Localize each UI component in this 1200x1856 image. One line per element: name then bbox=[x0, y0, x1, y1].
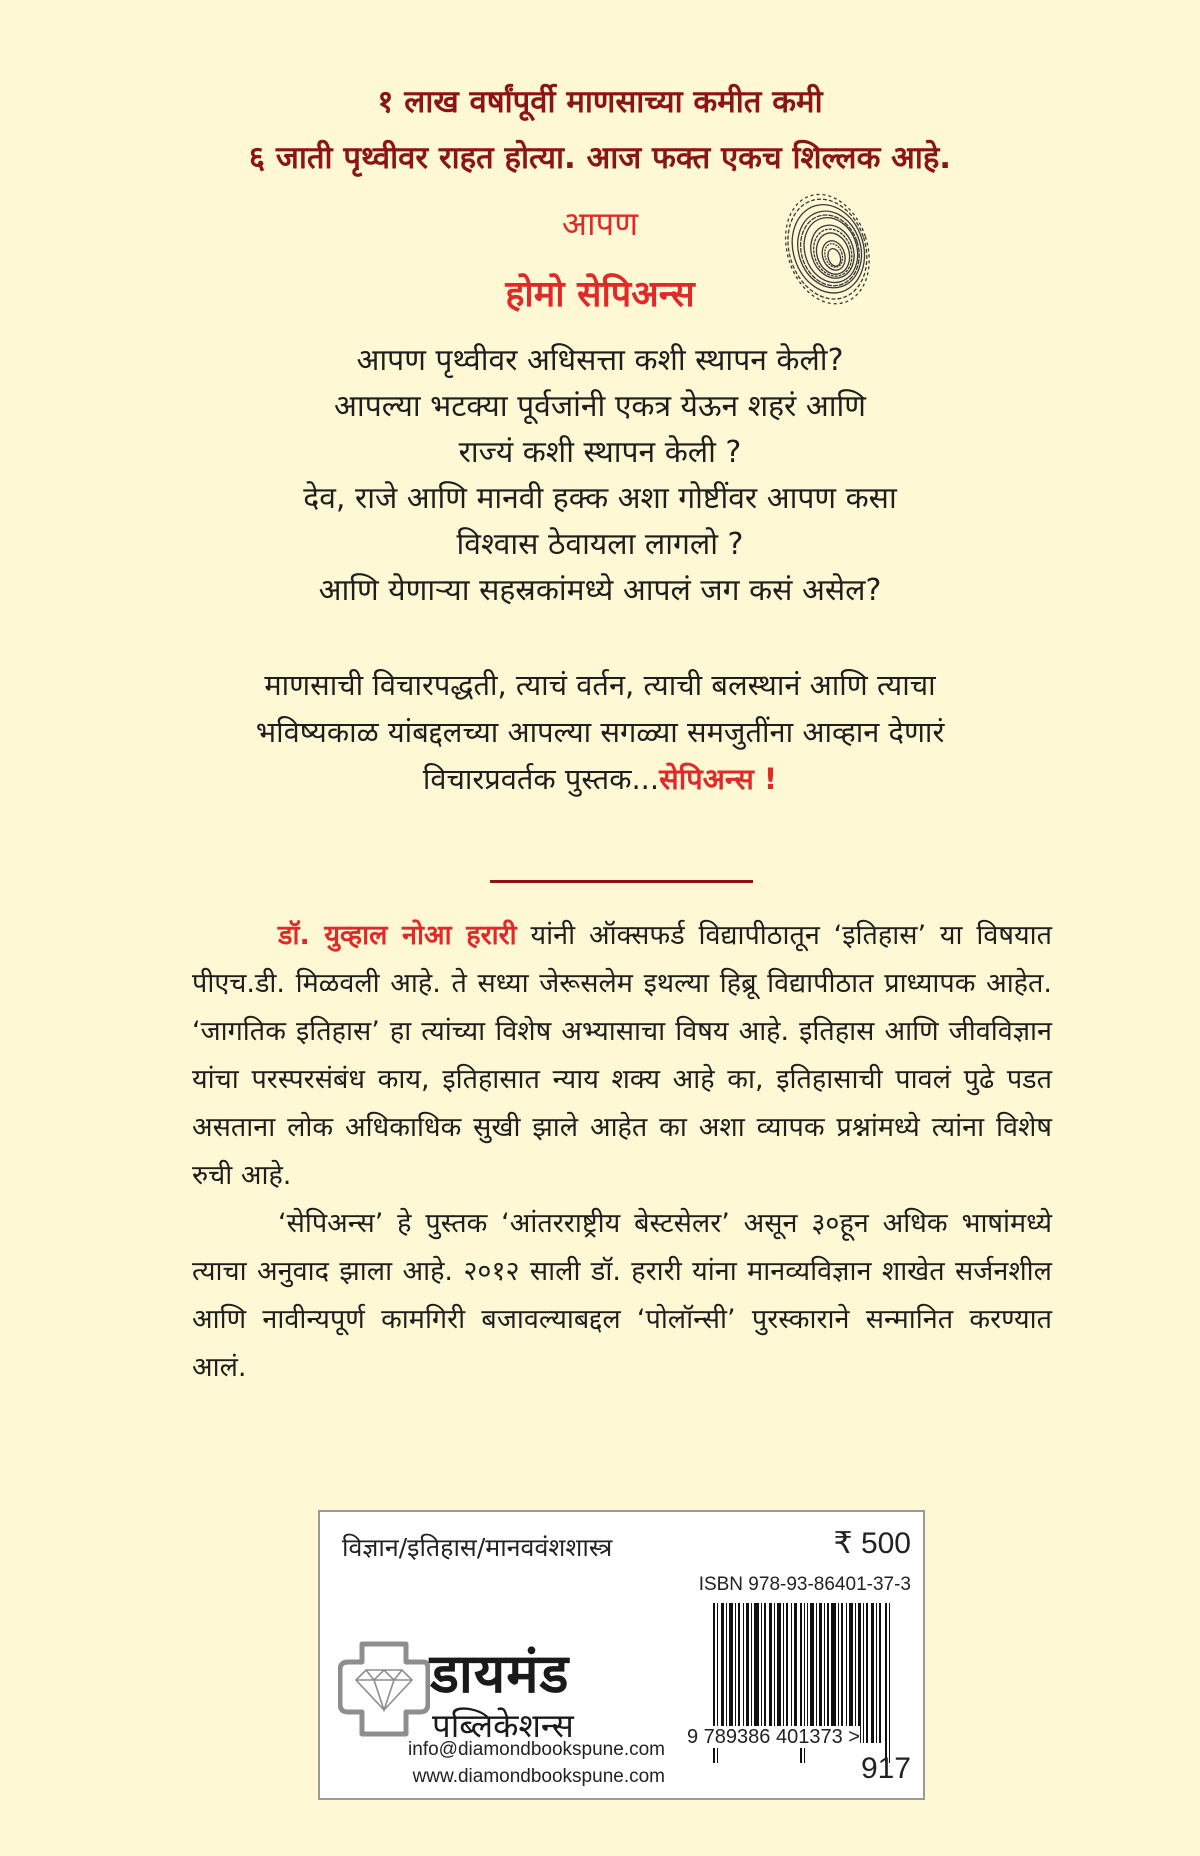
summary-prefix: विचारप्रवर्तक पुस्तक... bbox=[422, 762, 660, 796]
bio-paragraph-2: ‘सेपिअन्स’ हे पुस्तक ‘आंतरराष्ट्रीय बेस्टसेलर’ असून ३०हून अधिक भाषांमध्ये त्याचा अनुवाद झाला आहे. २०१२ साली डॉ. हरारी यांना मानव्यविज्ञान शाखेत सर्जनशील आणि नावीन्यपूर्ण कामगिरी बजावल्याबद्दल ‘पोलॉन्सी’ पुरस्काराने सन्मानित करण्यात आलं. bbox=[192, 1208, 1052, 1383]
headline-line-1: १ लाख वर्षांपूर्वी माणसाच्या कमीत कमी bbox=[377, 84, 823, 120]
book-price: ₹ 500 bbox=[833, 1527, 911, 1560]
summary-book-title: सेपिअन्स ! bbox=[659, 762, 778, 796]
publisher-subtitle: पब्लिकेशन्स bbox=[432, 1706, 574, 1745]
book-category: विज्ञान/इतिहास/मानववंशशास्त्र bbox=[342, 1533, 613, 1562]
question-line: देव, राजे आणि मानवी हक्क अशा गोष्टींवर आपण कसा bbox=[303, 481, 897, 516]
book-info-box bbox=[318, 1510, 925, 1800]
question-line: आणि येणाऱ्या सहस्रकांमध्ये आपलं जग कसं असेल? bbox=[318, 573, 882, 608]
bio-paragraph-1-text: यांनी ऑक्सफर्ड विद्यापीठातून ‘इतिहास’ या विषयात पीएच.डी. मिळवली आहे. ते सध्या जेरूसलेम इथल्या हिब्रू विद्यापीठात प्राध्यापक आहेत. ‘जागतिक इतिहास’ हा त्यांच्या विशेष अभ्यासाचा विषय आहे. इतिहास आणि जीवविज्ञान यांचा परस्परसंबंध काय, इतिहासात न्याय शक्य आहे का, इतिहासाची पावलं पुढे पडत असताना लोक अधिकाधिक सुखी झाले आहेत का अशा व्यापक प्रश्नांमध्ये त्यांना विशेष रुची आहे. bbox=[192, 920, 1052, 1191]
author-bio bbox=[192, 912, 1052, 1392]
price-code: 917 bbox=[860, 1752, 911, 1785]
isbn-number: ISBN 978-93-86401-37-3 bbox=[698, 1574, 911, 1595]
barcode-digits-text: 9 789386 401373 > bbox=[687, 1726, 860, 1748]
summary-line-2: भविष्यकाळ यांबद्दलच्या आपल्या सगळ्या समजुतींना आव्हान देणारं bbox=[255, 715, 945, 749]
question-line: आपण पृथ्वीवर अधिसत्ता कशी स्थापन केली? bbox=[356, 343, 844, 378]
publisher-email[interactable]: info@diamondbookspune.com bbox=[408, 1739, 665, 1760]
fingerprint-icon bbox=[782, 187, 874, 315]
barcode-digits bbox=[687, 1726, 919, 1749]
author-name: डॉ. युव्हाल नोआ हरारी bbox=[278, 920, 517, 951]
title-aapan: आपण bbox=[561, 204, 639, 243]
summary-line-1: माणसाची विचारपद्धती, त्याचं वर्तन, त्याची बलस्थानं आणि त्याचा bbox=[264, 668, 936, 702]
bio-paragraph-1 bbox=[192, 912, 1052, 1200]
section-divider bbox=[490, 880, 753, 883]
question-line: विश्वास ठेवायला लागलो ? bbox=[456, 527, 744, 562]
diamond-logo-icon bbox=[338, 1640, 430, 1738]
headline-line-2: ६ जाती पृथ्वीवर राहत होत्या. आज फक्त एकच शिल्लक आहे. bbox=[248, 140, 952, 176]
summary-line-3 bbox=[0, 759, 1200, 798]
publisher-website[interactable]: www.diamondbookspune.com bbox=[412, 1766, 665, 1787]
question-line: आपल्या भटक्या पूर्वजांनी एकत्र येऊन शहरं आणि bbox=[334, 389, 866, 424]
publisher-name: डायमंड bbox=[430, 1642, 570, 1705]
question-line: राज्यं कशी स्थापन केली ? bbox=[458, 435, 742, 470]
title-homo-sapiens: होमो सेपिअन्स bbox=[505, 274, 695, 315]
